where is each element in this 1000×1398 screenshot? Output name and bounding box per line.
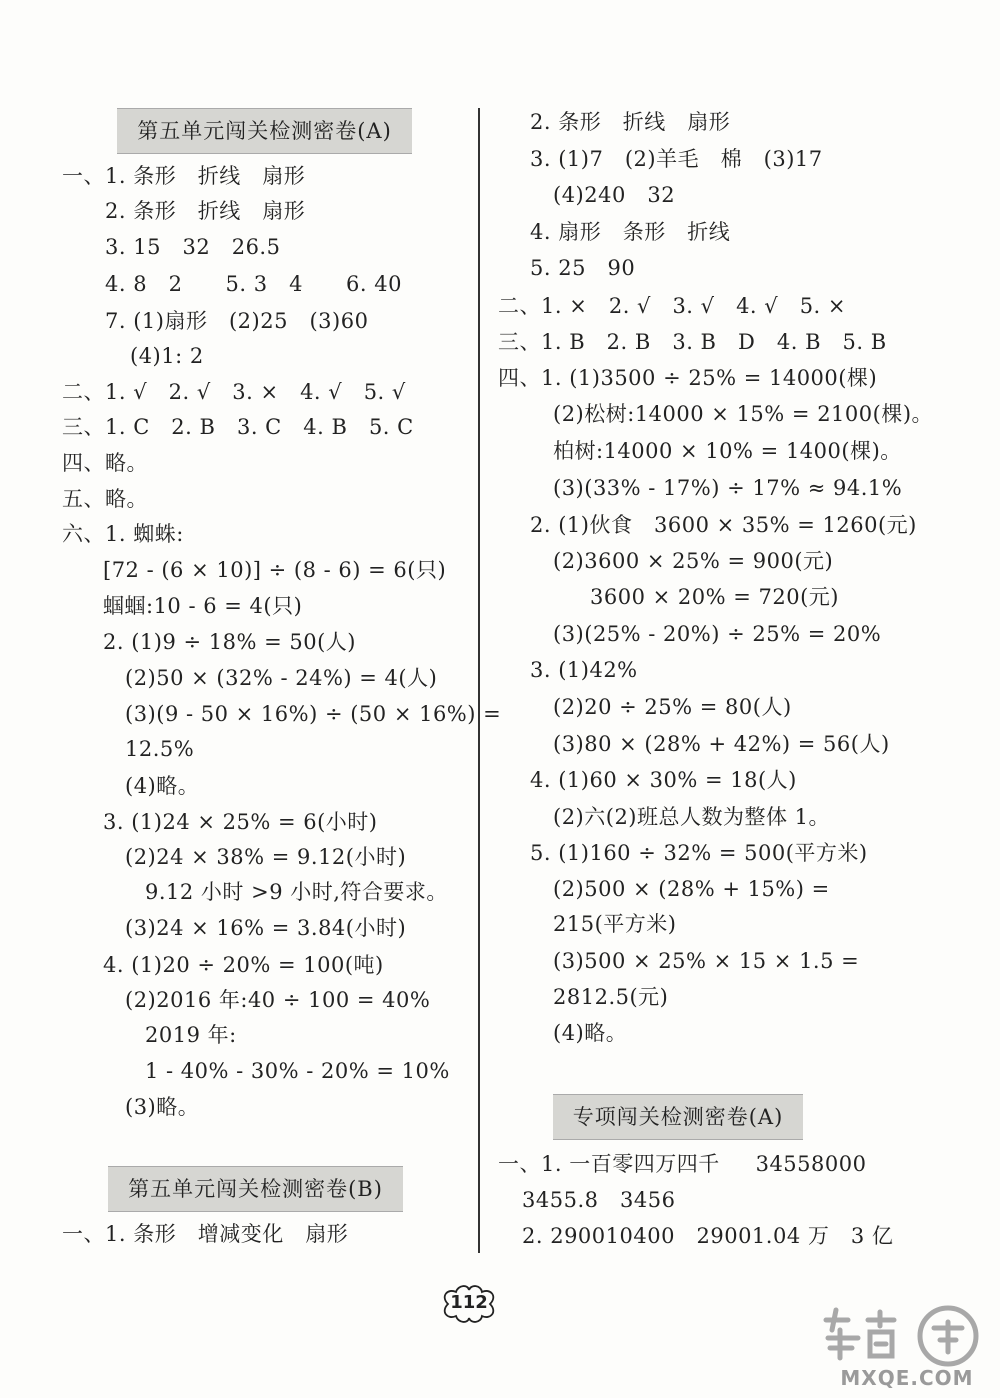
answer-line: 215(平方米) (553, 912, 677, 936)
answer-line: 2812.5(元) (553, 985, 669, 1009)
answer-line: (3)略。 (125, 1095, 200, 1119)
answer-line: 3. (1)42% (530, 658, 638, 682)
answer-line: (2)3600 × 25% = 900(元) (553, 549, 834, 573)
answer-line: 一、1. 条形 折线 扇形 (62, 164, 306, 188)
answer-line: (2)50 × (32% - 24%) = 4(人) (125, 666, 438, 690)
answer-line: 柏树:14000 × 10% = 1400(棵)。 (553, 439, 902, 463)
answer-line: [72 - (6 × 10)] ÷ (8 - 6) = 6(只) (103, 558, 447, 582)
answer-line: 3455.8 3456 (522, 1188, 676, 1212)
answer-line: 三、1. C 2. B 3. C 4. B 5. C (62, 415, 414, 439)
answer-line: (3)80 × (28% + 42%) = 56(人) (553, 732, 890, 756)
answer-line: (3)(9 - 50 × 16%) ÷ (50 × 16%) = (125, 702, 502, 726)
answer-line: 2. (1)伙食 3600 × 35% = 1260(元) (530, 513, 917, 537)
answer-line: (3)24 × 16% = 3.84(小时) (125, 916, 407, 940)
answer-line: (3)(25% - 20%) ÷ 25% = 20% (553, 622, 882, 646)
answer-line: (4)240 32 (553, 183, 676, 207)
answer-line: 2019 年: (145, 1023, 237, 1047)
column-divider (478, 108, 480, 1253)
page-number: 112 (450, 1292, 488, 1313)
answer-line: 二、1. × 2. √ 3. √ 4. √ 5. × (498, 294, 846, 318)
answer-line: 蝈蝈:10 - 6 = 4(只) (103, 594, 303, 618)
answer-line: 3600 × 20% = 720(元) (590, 585, 839, 609)
section-banner-unit5-a: 第五单元闯关检测密卷(A) (117, 108, 412, 154)
answer-line: (2)松树:14000 × 15% = 2100(棵)。 (553, 402, 934, 426)
answer-line: 2. 条形 折线 扇形 (530, 110, 731, 134)
answer-line: (2)20 ÷ 25% = 80(人) (553, 695, 792, 719)
answer-line: (4)略。 (125, 774, 200, 798)
answer-line: (4)略。 (553, 1021, 628, 1045)
answer-line: 四、略。 (62, 451, 148, 475)
answer-line: 4. (1)20 ÷ 20% = 100(吨) (103, 953, 384, 977)
answer-line: 一、1. 一百零四万四千 34558000 (498, 1152, 867, 1176)
answer-line: 9.12 小时 >9 小时,符合要求。 (145, 880, 448, 904)
answer-line: 六、1. 蜘蛛: (62, 522, 184, 546)
answer-line: 四、1. (1)3500 ÷ 25% = 14000(棵) (498, 366, 878, 390)
answer-line: 5. (1)160 ÷ 32% = 500(平方米) (530, 841, 868, 865)
watermark-domain: MXQE.COM (840, 1366, 974, 1390)
section-banner-unit5-b: 第五单元闯关检测密卷(B) (108, 1166, 403, 1212)
answer-line: (2)24 × 38% = 9.12(小时) (125, 845, 407, 869)
answer-line: 3. (1)7 (2)羊毛 棉 (3)17 (530, 147, 823, 171)
answer-line: 12.5% (125, 737, 195, 761)
answer-line: 1 - 40% - 30% - 20% = 10% (145, 1059, 450, 1083)
answer-line: 4. 扇形 条形 折线 (530, 220, 731, 244)
answer-line: (2)500 × (28% + 15%) = (553, 877, 830, 901)
answer-line: 4. 8 2 5. 3 4 6. 40 (105, 272, 402, 296)
answer-line: 4. (1)60 × 30% = 18(人) (530, 768, 797, 792)
answer-line: 五、略。 (62, 487, 148, 511)
page-number-badge (438, 1284, 500, 1324)
answer-line: (2)2016 年:40 ÷ 100 = 40% (125, 988, 431, 1012)
watermark-logo (818, 1300, 996, 1370)
answer-line: 一、1. 条形 增减变化 扇形 (62, 1222, 349, 1246)
answer-line: 三、1. B 2. B 3. B D 4. B 5. B (498, 330, 887, 354)
answer-line: 2. (1)9 ÷ 18% = 50(人) (103, 630, 356, 654)
answer-line: 5. 25 90 (530, 256, 636, 280)
answer-line: 7. (1)扇形 (2)25 (3)60 (105, 309, 369, 333)
answer-line: 2. 条形 折线 扇形 (105, 199, 306, 223)
section-banner-special-a: 专项闯关检测密卷(A) (553, 1094, 803, 1140)
answer-line: (2)六(2)班总人数为整体 1。 (553, 805, 831, 829)
answer-line: 2. 290010400 29001.04 万 3 亿 (522, 1224, 894, 1248)
answer-line: 二、1. √ 2. √ 3. × 4. √ 5. √ (62, 380, 406, 404)
answer-line: (3)(33% - 17%) ÷ 17% ≈ 94.1% (553, 476, 903, 500)
answer-line: 3. 15 32 26.5 (105, 235, 281, 259)
watermark (818, 1300, 996, 1394)
answer-line: (4)1: 2 (130, 344, 204, 368)
answer-line: (3)500 × 25% × 15 × 1.5 = (553, 949, 860, 973)
answer-line: 3. (1)24 × 25% = 6(小时) (103, 810, 378, 834)
